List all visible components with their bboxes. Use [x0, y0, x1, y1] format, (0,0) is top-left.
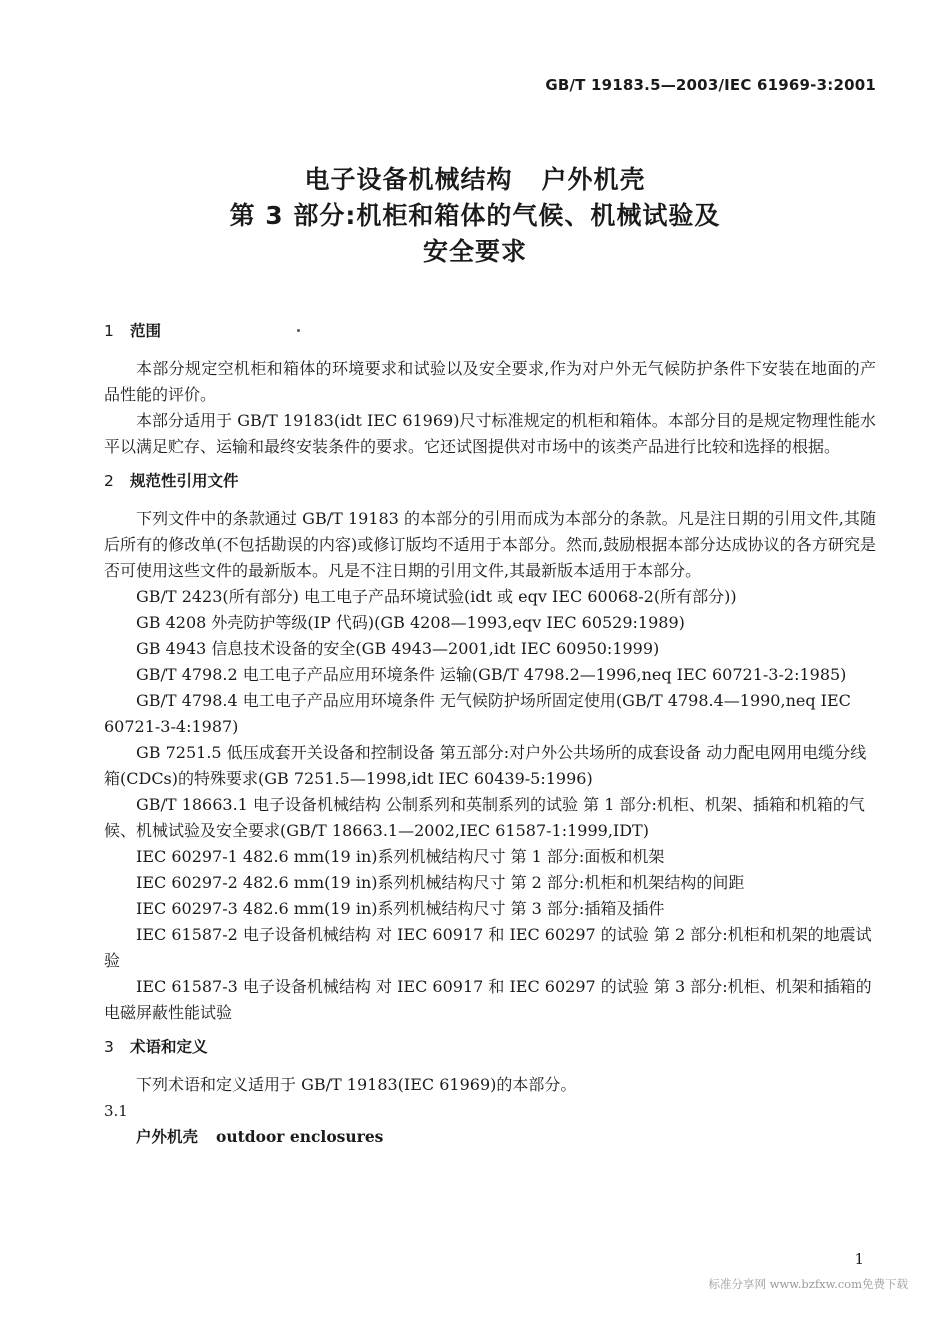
section-title: 规范性引用文件 [130, 472, 239, 490]
document-title [0, 162, 950, 270]
reference-item: GB/T 18663.1 电子设备机械结构 公制系列和英制系列的试验 第 1 部分:机柜、机架、插箱和机箱的气候、机械试验及安全要求(GB/T 18663.1—2002,IEC 61587-1:1999,IDT) [104, 795, 865, 840]
subsection-number: 3.1 [104, 1102, 128, 1120]
title-line-2: 第 3 部分:机柜和箱体的气候、机械试验及 [229, 201, 721, 230]
document-body [104, 318, 876, 1150]
section-title: 范围 [130, 322, 162, 340]
section-title: 术语和定义 [130, 1038, 208, 1056]
section-3-heading [104, 1034, 876, 1060]
reference-item: GB/T 4798.4 电工电子产品应用环境条件 无气候防护场所固定使用(GB/T 4798.4—1990,neq IEC 60721-3-4:1987) [104, 691, 851, 736]
section-1-paragraph-2: 本部分适用于 GB/T 19183(idt IEC 61969)尺寸标准规定的机柜和箱体。本部分目的是规定物理性能水平以满足贮存、运输和最终安装条件的要求。它还试图提供对市场中的该类产品进行比较和选择的根据。 [104, 411, 876, 456]
section-number: 2 [104, 472, 114, 490]
section-number: 1 [104, 322, 114, 340]
reference-item: IEC 60297-3 482.6 mm(19 in)系列机械结构尺寸 第 3 部分:插箱及插件 [136, 899, 665, 918]
term-english: outdoor enclosures [216, 1127, 384, 1146]
reference-item: IEC 61587-3 电子设备机械结构 对 IEC 60917 和 IEC 60297 的试验 第 3 部分:机柜、机架和插箱的电磁屏蔽性能试验 [104, 977, 872, 1022]
standard-code: GB/T 19183.5—2003/IEC 61969-3:2001 [545, 76, 876, 94]
reference-item: GB 4208 外壳防护等级(IP 代码)(GB 4208—1993,eqv IEC 60529:1989) [136, 613, 685, 632]
title-line-3: 安全要求 [422, 237, 527, 266]
reference-item: GB/T 2423(所有部分) 电工电子产品环境试验(idt 或 eqv IEC 60068-2(所有部分)) [136, 587, 737, 606]
section-1-paragraph-1: 本部分规定空机柜和箱体的环境要求和试验以及安全要求,作为对户外无气候防护条件下安装在地面的产品性能的评价。 [104, 359, 876, 404]
reference-item: IEC 60297-2 482.6 mm(19 in)系列机械结构尺寸 第 2 部分:机柜和机架结构的间距 [136, 873, 745, 892]
term-entry [136, 1124, 876, 1150]
reference-item: IEC 60297-1 482.6 mm(19 in)系列机械结构尺寸 第 1 部分:面板和机架 [136, 847, 665, 866]
section-2-heading [104, 468, 876, 494]
section-1-heading [104, 318, 876, 344]
section-3-intro: 下列术语和定义适用于 GB/T 19183(IEC 61969)的本部分。 [136, 1075, 577, 1094]
section-2-intro: 下列文件中的条款通过 GB/T 19183 的本部分的引用而成为本部分的条款。凡是注日期的引用文件,其随后所有的修改单(不包括勘误的内容)或修订版均不适用于本部分。然而,鼓励根据本部分达成协议的各方研究是否可使用这些文件的最新版本。凡是不注日期的引用文件,其最新版本适用于本部分。 [104, 509, 876, 580]
reference-item: GB 4943 信息技术设备的安全(GB 4943—2001,idt IEC 60950:1999) [136, 639, 660, 658]
term-chinese: 户外机壳 [136, 1128, 199, 1146]
reference-item: GB/T 4798.2 电工电子产品应用环境条件 运输(GB/T 4798.2—1996,neq IEC 60721-3-2:1985) [136, 665, 847, 684]
page-number: 1 [854, 1250, 864, 1268]
section-number: 3 [104, 1038, 114, 1056]
reference-item: GB 7251.5 低压成套开关设备和控制设备 第五部分:对户外公共场所的成套设备 动力配电网用电缆分线箱(CDCs)的特殊要求(GB 7251.5—1998,idt IEC 60439-5:1996) [104, 743, 867, 788]
title-line-1: 电子设备机械结构 户外机壳 [304, 165, 646, 194]
watermark: 标准分享网 www.bzfxw.com免费下载 [708, 1277, 908, 1291]
reference-item: IEC 61587-2 电子设备机械结构 对 IEC 60917 和 IEC 60297 的试验 第 2 部分:机柜和机架的地震试验 [104, 925, 872, 970]
